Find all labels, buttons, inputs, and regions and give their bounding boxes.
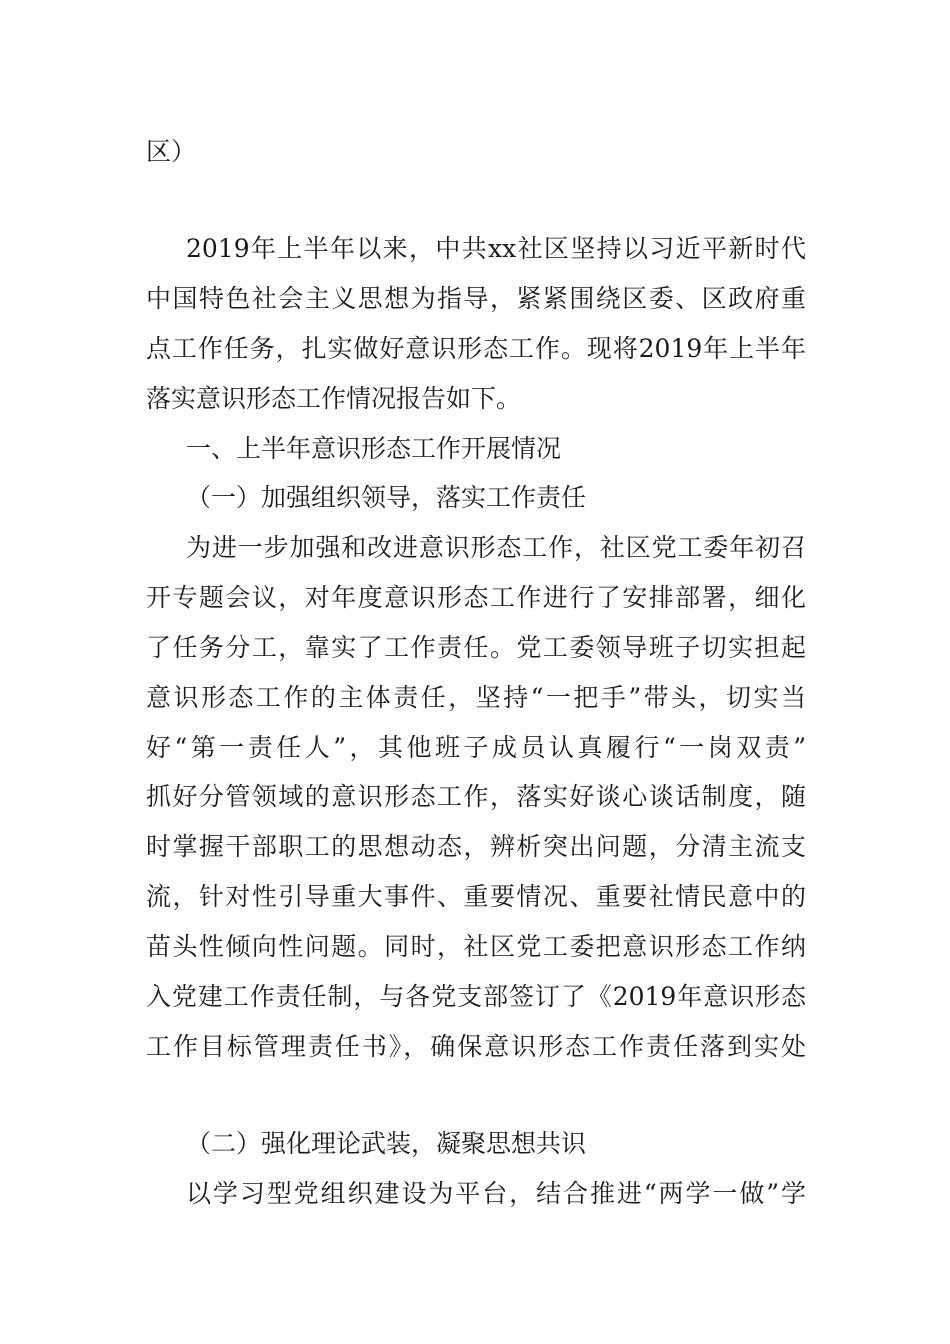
body-line: 苗头性倾向性问题。同时，社区党工委把意识形态工作纳 (146, 932, 806, 961)
intro-line: 2019年上半年以来，中共xx社区坚持以习近平新时代 (186, 234, 806, 263)
intro-line: 落实意识形态工作情况报告如下。 (146, 384, 522, 413)
body-line: 抓好分管领域的意识形态工作，落实好谈心谈话制度，随 (146, 782, 806, 811)
section-heading: 一、上半年意识形态工作开展情况 (186, 434, 562, 463)
subsection-heading: （二）强化理论武装，凝聚思想共识 (186, 1129, 587, 1158)
body-line: 开专题会议，对年度意识形态工作进行了安排部署，细化 (146, 583, 806, 612)
body-line: 意识形态工作的主体责任，坚持“一把手”带头，切实当 (146, 683, 806, 712)
body-line: 好“第一责任人”，其他班子成员认真履行“一岗双责” (146, 733, 806, 762)
subsection-heading: （一）加强组织领导，落实工作责任 (186, 483, 587, 512)
fragment-text: 区） (146, 137, 197, 166)
body-line: 流，针对性引导重大事件、重要情况、重要社情民意中的 (146, 882, 806, 911)
body-line: 以学习型党组织建设为平台，结合推进“两学一做”学 (186, 1179, 806, 1208)
body-line: 了任务分工，靠实了工作责任。党工委领导班子切实担起 (146, 633, 806, 662)
body-line: 工作目标管理责任书》，确保意识形态工作责任落到实处 (146, 1032, 806, 1061)
intro-line: 中国特色社会主义思想为指导，紧紧围绕区委、区政府重 (146, 284, 806, 313)
body-line: 时掌握干部职工的思想动态，辨析突出问题，分清主流支 (146, 832, 806, 861)
body-line: 入党建工作责任制，与各党支部签订了《2019年意识形态 (146, 982, 806, 1011)
intro-line: 点工作任务，扎实做好意识形态工作。现将2019年上半年 (146, 334, 806, 363)
body-line: 为进一步加强和改进意识形态工作，社区党工委年初召 (186, 533, 806, 562)
